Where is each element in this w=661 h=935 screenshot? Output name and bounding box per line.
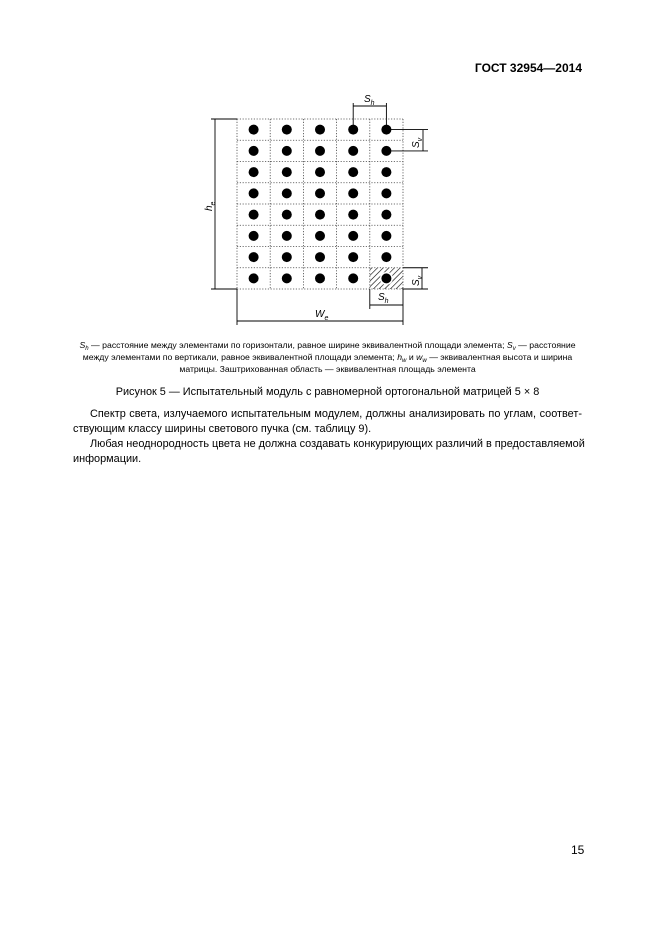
matrix-dot	[315, 231, 325, 241]
matrix-dot	[381, 167, 391, 177]
matrix-dot	[348, 273, 358, 283]
matrix-dot	[249, 125, 259, 135]
matrix-dot	[348, 210, 358, 220]
legend-text: матрицы. Заштрихованная область — эквивалентная площадь элемента	[179, 364, 476, 374]
sh-bottom-label	[378, 292, 389, 305]
matrix-dot	[282, 210, 292, 220]
label-subscript: v	[417, 137, 424, 142]
we-label	[315, 309, 328, 322]
figure-legend	[20, 339, 635, 375]
matrix-dot	[249, 146, 259, 156]
figure-caption: Рисунок 5 — Испытательный модуль с равномерной ортогональной матрицей 5 × 8	[115, 386, 540, 398]
legend-text: — расстояние	[515, 340, 576, 350]
symbol-main: S	[506, 340, 513, 350]
test-module-figure	[0, 0, 661, 335]
matrix-dot	[282, 188, 292, 198]
matrix-dot	[381, 252, 391, 262]
symbol-subscript: w	[402, 357, 407, 364]
matrix-dot	[381, 210, 391, 220]
matrix-dot	[249, 252, 259, 262]
legend-text: и	[406, 352, 417, 362]
paragraph-2-line-2: информации.	[73, 453, 142, 465]
ww-symbol	[416, 352, 427, 362]
matrix-dots	[249, 125, 393, 285]
label-main: S	[411, 279, 422, 286]
matrix-dot	[381, 273, 391, 283]
symbol-main: h	[397, 352, 403, 362]
matrix-dot	[249, 167, 259, 177]
matrix-dot	[315, 146, 325, 156]
legend-line-2	[20, 351, 635, 363]
symbol-main: S	[79, 340, 86, 350]
matrix-dot	[315, 210, 325, 220]
matrix-dot	[282, 146, 292, 156]
matrix-dot	[249, 273, 259, 283]
symbol-subscript: w	[422, 357, 427, 364]
matrix-dot	[249, 231, 259, 241]
legend-line-1	[20, 339, 635, 351]
matrix-dot	[315, 252, 325, 262]
matrix-dot	[381, 188, 391, 198]
symbol-main: w	[416, 352, 423, 362]
matrix-dot	[348, 167, 358, 177]
matrix-dot	[348, 188, 358, 198]
paragraph-1-line-2: ствующим классу ширины светового пучка (см. таблицу 9).	[73, 423, 372, 435]
label-subscript: h	[370, 100, 375, 107]
sh-symbol	[79, 340, 88, 350]
matrix-dot	[249, 210, 259, 220]
matrix-dot	[315, 188, 325, 198]
matrix-dot	[282, 231, 292, 241]
legend-text: между элементами по вертикали, равное эквивалентной площади элемента;	[82, 352, 398, 362]
matrix-dot	[348, 231, 358, 241]
sh-top-label	[364, 94, 375, 107]
sv-top-label	[411, 137, 424, 148]
matrix-dot	[282, 125, 292, 135]
label-subscript: e	[210, 201, 217, 206]
matrix-dot	[315, 273, 325, 283]
matrix-dot	[315, 167, 325, 177]
label-main: S	[364, 94, 371, 105]
paragraph-1-line-1: Спектр света, излучаемого испытательным модулем, должны анализировать по углам, соответ-	[90, 408, 582, 420]
symbol-subscript: v	[512, 345, 516, 352]
label-main: W	[315, 309, 325, 320]
matrix-dot	[315, 125, 325, 135]
matrix-dot	[282, 273, 292, 283]
body-text	[73, 407, 585, 467]
page-number: 15	[571, 843, 585, 857]
matrix-grid	[237, 119, 403, 289]
legend-text: — эквивалентная высота и ширина	[426, 352, 573, 362]
label-main: S	[411, 141, 422, 148]
matrix-dot	[249, 188, 259, 198]
document-code-header: ГОСТ 32954—2014	[474, 61, 582, 75]
matrix-dot	[381, 231, 391, 241]
label-subscript: h	[384, 298, 389, 305]
matrix-dot	[282, 167, 292, 177]
symbol-subscript: h	[85, 345, 89, 352]
label-subscript: e	[324, 315, 329, 322]
paragraph-2-line-1: Любая неоднородность цвета не должна создавать конкурирующих различий в предоставляемой	[90, 438, 585, 450]
label-main: S	[378, 292, 385, 303]
legend-text: — расстояние между элементами по горизонтали, равное ширине эквивалентной площади элемента;	[88, 340, 507, 350]
matrix-dot	[282, 252, 292, 262]
matrix-dot	[348, 146, 358, 156]
legend-line-3	[20, 363, 635, 375]
label-main: h	[204, 205, 215, 211]
matrix-dot	[348, 252, 358, 262]
label-subscript: v	[417, 275, 424, 280]
sv-symbol	[507, 340, 516, 350]
